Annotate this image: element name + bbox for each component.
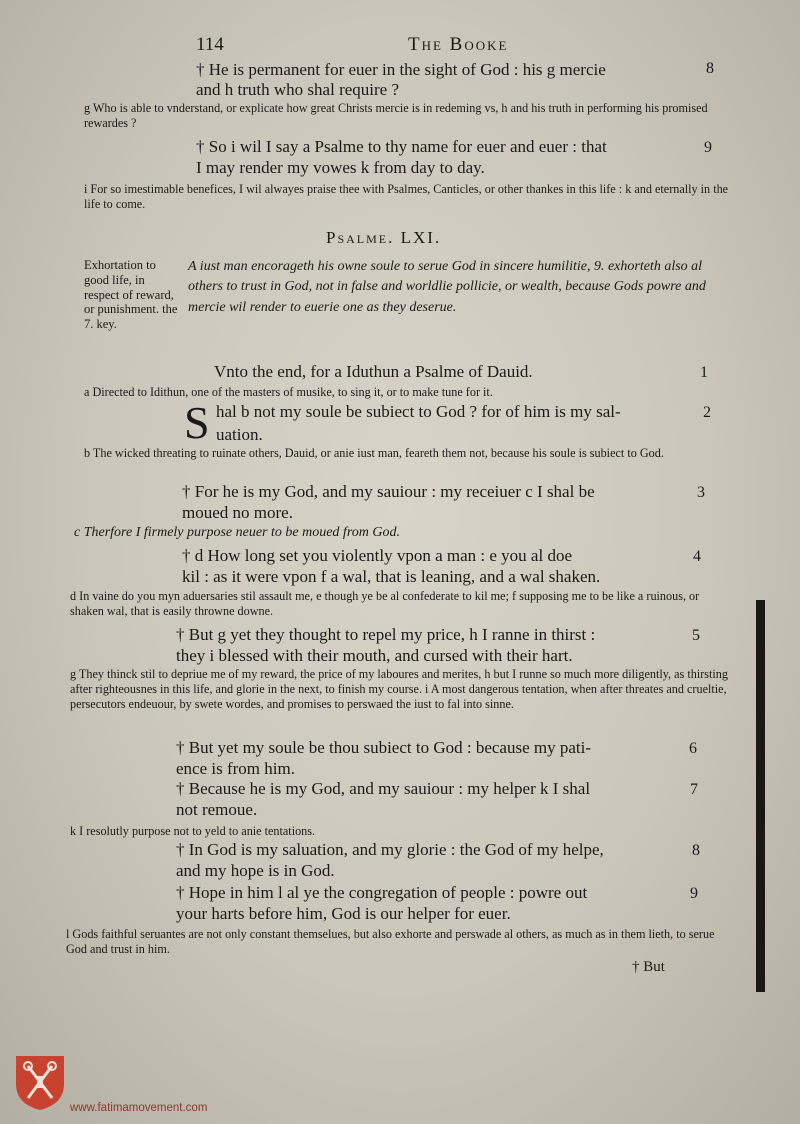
- catchword: † But: [632, 959, 665, 975]
- footnote: a Directed to Idithun, one of the masters of musike, to sing it, or to make tune for it.: [84, 385, 493, 399]
- page-number: 114: [196, 34, 224, 55]
- verse-line: they i blessed with their mouth, and cursed with their hart.: [176, 646, 573, 665]
- margin-rule: [756, 600, 765, 992]
- footnote: i For so imestimable benefices, I wil alwayes praise thee with Psalmes, Canticles, or other thankes in this life : k and eternally in the life to come.: [84, 182, 729, 211]
- crossed-keys-shield-icon: [14, 1054, 66, 1112]
- verse-number: 1: [700, 364, 708, 381]
- drop-cap: S: [184, 397, 210, 448]
- verse-line: and h truth who shal require ?: [196, 80, 399, 99]
- title-verse: Vnto the end, for a Iduthun a Psalme of Dauid.: [214, 362, 533, 381]
- footnote: c Therfore I firmely purpose neuer to be moued from God.: [74, 525, 400, 540]
- verse-line: † d How long set you violently vpon a man : e you al doe: [182, 546, 572, 565]
- footnote: g They thinck stil to depriue me of my reward, the price of my laboures and merites, h but I runne so much more diligently, as thirsting after righteousnes in this life, and glorie in the next, to finish my course. i A most dangerous tentation, when after threates and crueltie, persecutors endeuour, by swete wordes, and promises to perswaed the iust to fal into sinne.: [70, 667, 728, 711]
- verse-line: † Hope in him l al ye the congregation of people : powre out: [176, 883, 588, 902]
- footnote: d In vaine do you myn aduersaries stil assault me, e though ye be al confederate to kil me; f supposing me to be like a ruinous, or shaken wal, that is easily throwne downe.: [70, 589, 700, 618]
- verse-number: 7: [690, 781, 698, 798]
- footnote: b The wicked threating to ruinate others, Dauid, or anie iust man, feareth them not, because his soule is subiect to God.: [84, 446, 664, 460]
- verse-number: 9: [704, 139, 712, 156]
- psalm-title: Psalme. LXI.: [326, 228, 442, 247]
- verse-line: † But yet my soule be thou subiect to God : because my pati-: [176, 738, 592, 757]
- verse-number: 8: [706, 60, 714, 77]
- margin-note: Exhortation to good life, in respect of reward, or punishment. the 7. key.: [84, 258, 178, 331]
- verse-line: † For he is my God, and my sauiour : my receiuer c I shal be: [182, 482, 595, 501]
- website-link[interactable]: www.fatimamovement.com: [70, 1102, 208, 1114]
- footnote: k I resolutly purpose not to yeld to anie tentations.: [70, 824, 316, 838]
- verse-number: 3: [697, 484, 705, 501]
- verse-line: † Because he is my God, and my sauiour : my helper k I shal: [176, 779, 591, 798]
- verse-line: your harts before him, God is our helper for euer.: [176, 904, 511, 923]
- verse-line: I may render my vowes k from day to day.: [196, 158, 485, 177]
- footnote: l Gods faithful seruantes are not only constant themselues, but also exhorte and perswade al others, as much as in them lieth, to serue God and trust in him.: [66, 927, 715, 956]
- verse-line: not remoue.: [176, 800, 258, 819]
- verse-line: and my hope is in God.: [176, 861, 335, 880]
- verse-number: 5: [692, 627, 700, 644]
- verse-line: † So i wil I say a Psalme to thy name for euer and euer : that: [196, 137, 607, 156]
- verse-line: † He is permanent for euer in the sight of God : his g mercie: [196, 60, 606, 79]
- verse-line: kil : as it were vpon f a wal, that is leaning, and a wal shaken.: [182, 567, 601, 586]
- psalm-argument: A iust man encorageth his owne soule to serue God in sincere humilitie, 9. exhorteth also al others to trust in God, not in false and worldlie pollicie, or wealth, because Gods powre and mercie wil render to euerie one as they deserue.: [188, 259, 706, 315]
- verse-line: uation.: [216, 425, 263, 444]
- verse-number: 6: [689, 740, 697, 757]
- verse-number: 2: [703, 404, 711, 421]
- verse-line: † But g yet they thought to repel my price, h I ranne in thirst :: [176, 625, 596, 644]
- footnote: g Who is able to vnderstand, or explicate how great Christs mercie is in redeming vs, h and his truth in performing his promised rewardes ?: [84, 101, 708, 130]
- verse-number: 4: [693, 548, 701, 565]
- verse-line: † In God is my saluation, and my glorie : the God of my helpe,: [176, 840, 604, 859]
- verse-line: ence is from him.: [176, 759, 295, 778]
- verse-line: moued no more.: [182, 503, 293, 522]
- running-title: The Booke: [408, 34, 509, 55]
- verse-number: 8: [692, 842, 700, 859]
- verse-line: hal b not my soule be subiect to God ? for of him is my sal-: [216, 402, 621, 421]
- verse-number: 9: [690, 885, 698, 902]
